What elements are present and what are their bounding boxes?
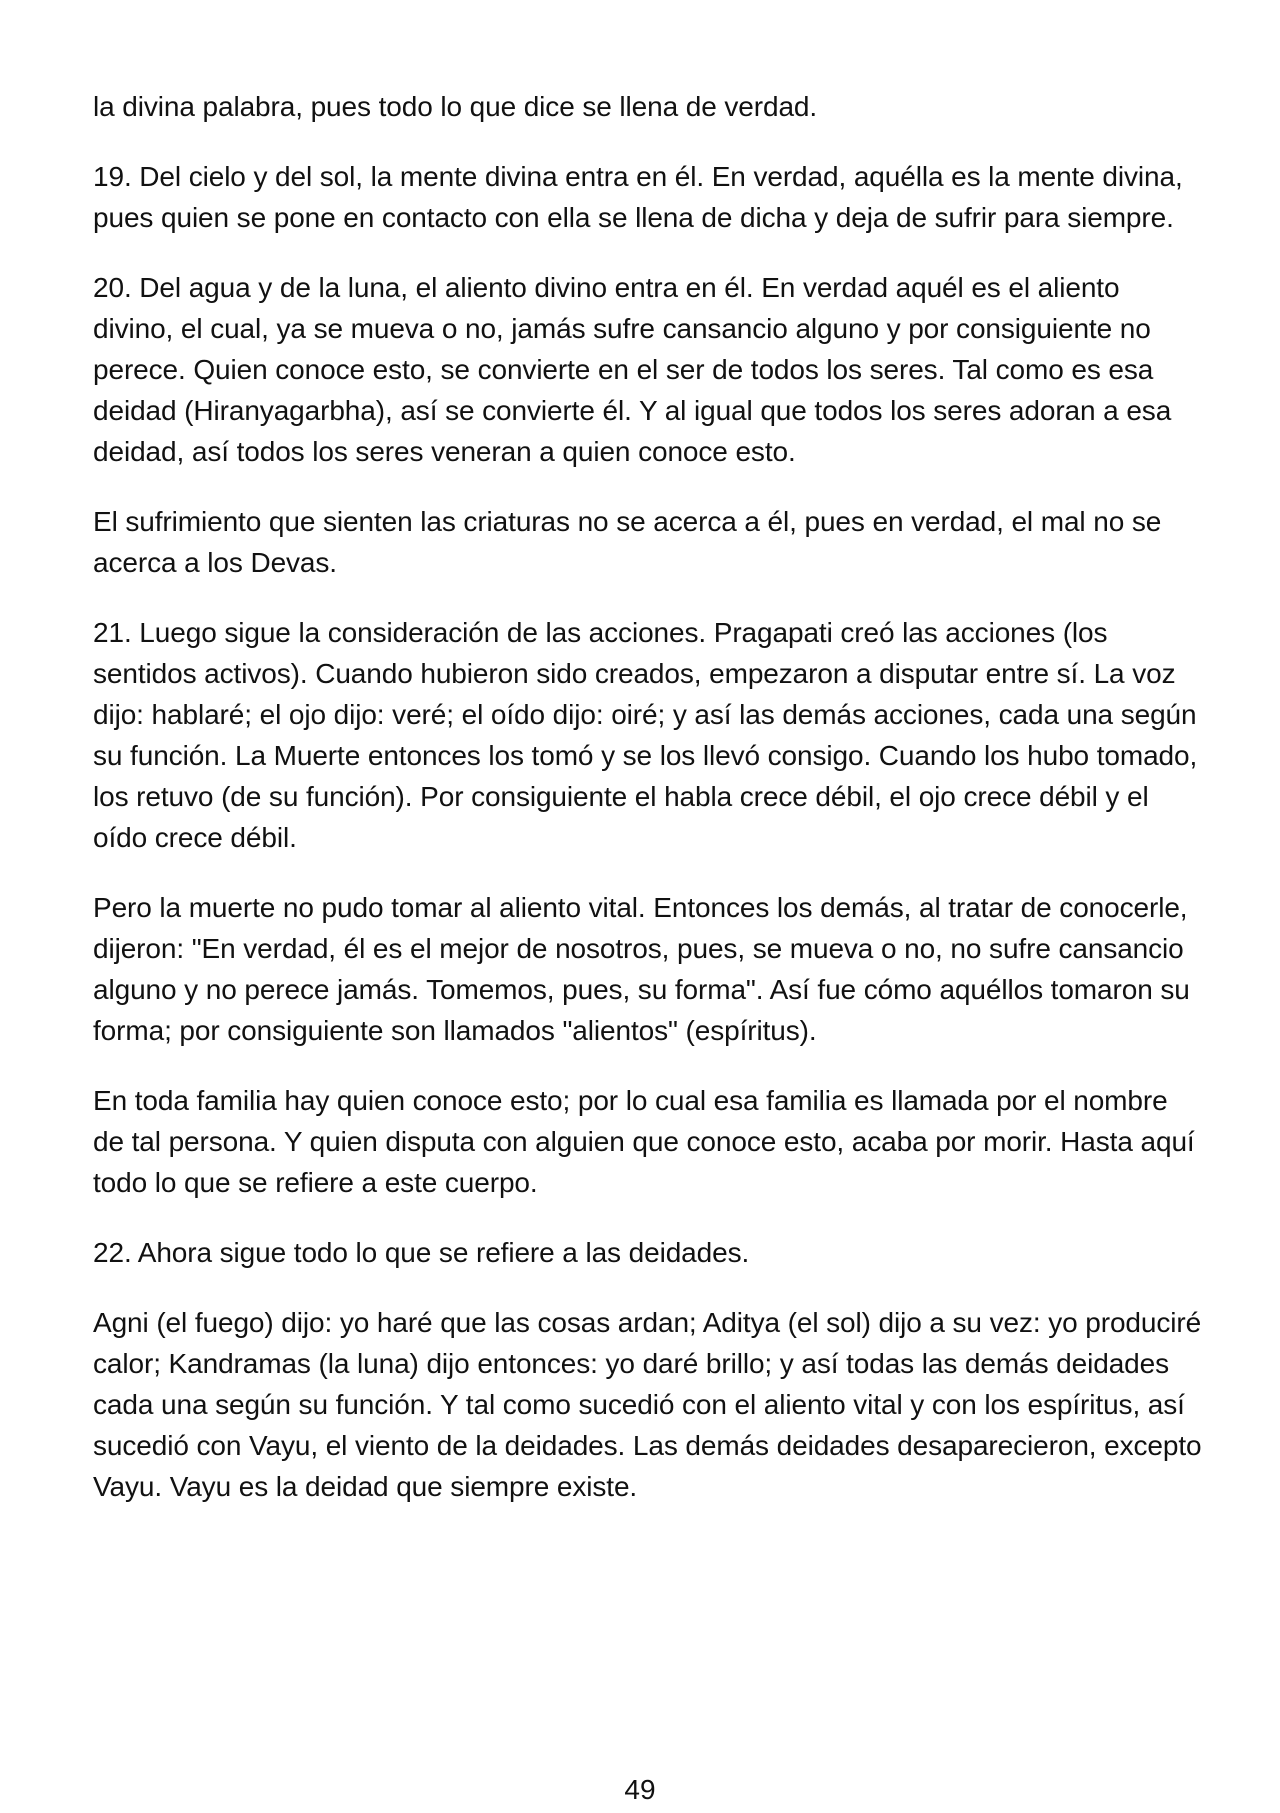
paragraph-vital-breath: Pero la muerte no pudo tomar al aliento vital. Entonces los demás, al tratar de conocerle, dijeron: "En verdad, él es el mejor de nosotros, pues, se mueva o no, no sufre cansancio alguno y no perece jamás. Tomemos, pues, su forma". Así fue cómo aquéllos tomaron su forma; por consiguiente son llamados "alientos" (espíritus).: [93, 892, 1190, 1046]
paragraph-20: 20. Del agua y de la luna, el aliento divino entra en él. En verdad aquél es el aliento divino, el cual, ya se mueva o no, jamás sufre cansancio alguno y por consiguiente no perece. Quien conoce esto, se convierte en el ser de todos los seres. Tal como es esa deidad (Hiranyagarbha), así se convierte él. Y al igual que todos los seres adoran a esa deidad, así todos los seres veneran a quien conoce esto.: [93, 272, 1172, 467]
paragraph-21: 21. Luego sigue la consideración de las acciones. Pragapati creó las acciones (los sentidos activos). Cuando hubieron sido creados, empezaron a disputar entre sí. La voz dijo: hablaré; el ojo dijo: veré; el oído dijo: oiré; y así las demás acciones, cada una según su función. La Muerte entonces los tomó y se los llevó consigo. Cuando los hubo tomado, los retuvo (de su función). Por consiguiente el habla crece débil, el ojo crece débil y el oído crece débil.: [93, 617, 1198, 853]
paragraph-family: En toda familia hay quien conoce esto; por lo cual esa familia es llamada por el nombre de tal persona. Y quien disputa con alguien que conoce esto, acaba por morir. Hasta aquí todo lo que se refiere a este cuerpo.: [93, 1085, 1195, 1198]
paragraph-19: 19. Del cielo y del sol, la mente divina entra en él. En verdad, aquélla es la mente divina, pues quien se pone en contacto con ella se llena de dicha y deja de sufrir para siempre.: [93, 161, 1183, 233]
paragraph-deities: Agni (el fuego) dijo: yo haré que las cosas ardan; Aditya (el sol) dijo a su vez: yo produciré calor; Kandramas (la luna) dijo entonces: yo daré brillo; y así todas las demás deidades cada una según su función. Y tal como sucedió con el aliento vital y con los espíritus, así sucedió con Vayu, el viento de la deidades. Las demás deidades desaparecieron, excepto Vayu. Vayu es la deidad que siempre existe.: [93, 1307, 1202, 1502]
page-body: [93, 86, 1203, 1536]
paragraph-22: 22. Ahora sigue todo lo que se refiere a las deidades.: [93, 1237, 750, 1268]
paragraph-continuation: la divina palabra, pues todo lo que dice se llena de verdad.: [93, 91, 818, 122]
page-number: 49: [624, 1774, 656, 1805]
paragraph-suffering: El sufrimiento que sienten las criaturas no se acerca a él, pues en verdad, el mal no se acerca a los Devas.: [93, 506, 1162, 578]
